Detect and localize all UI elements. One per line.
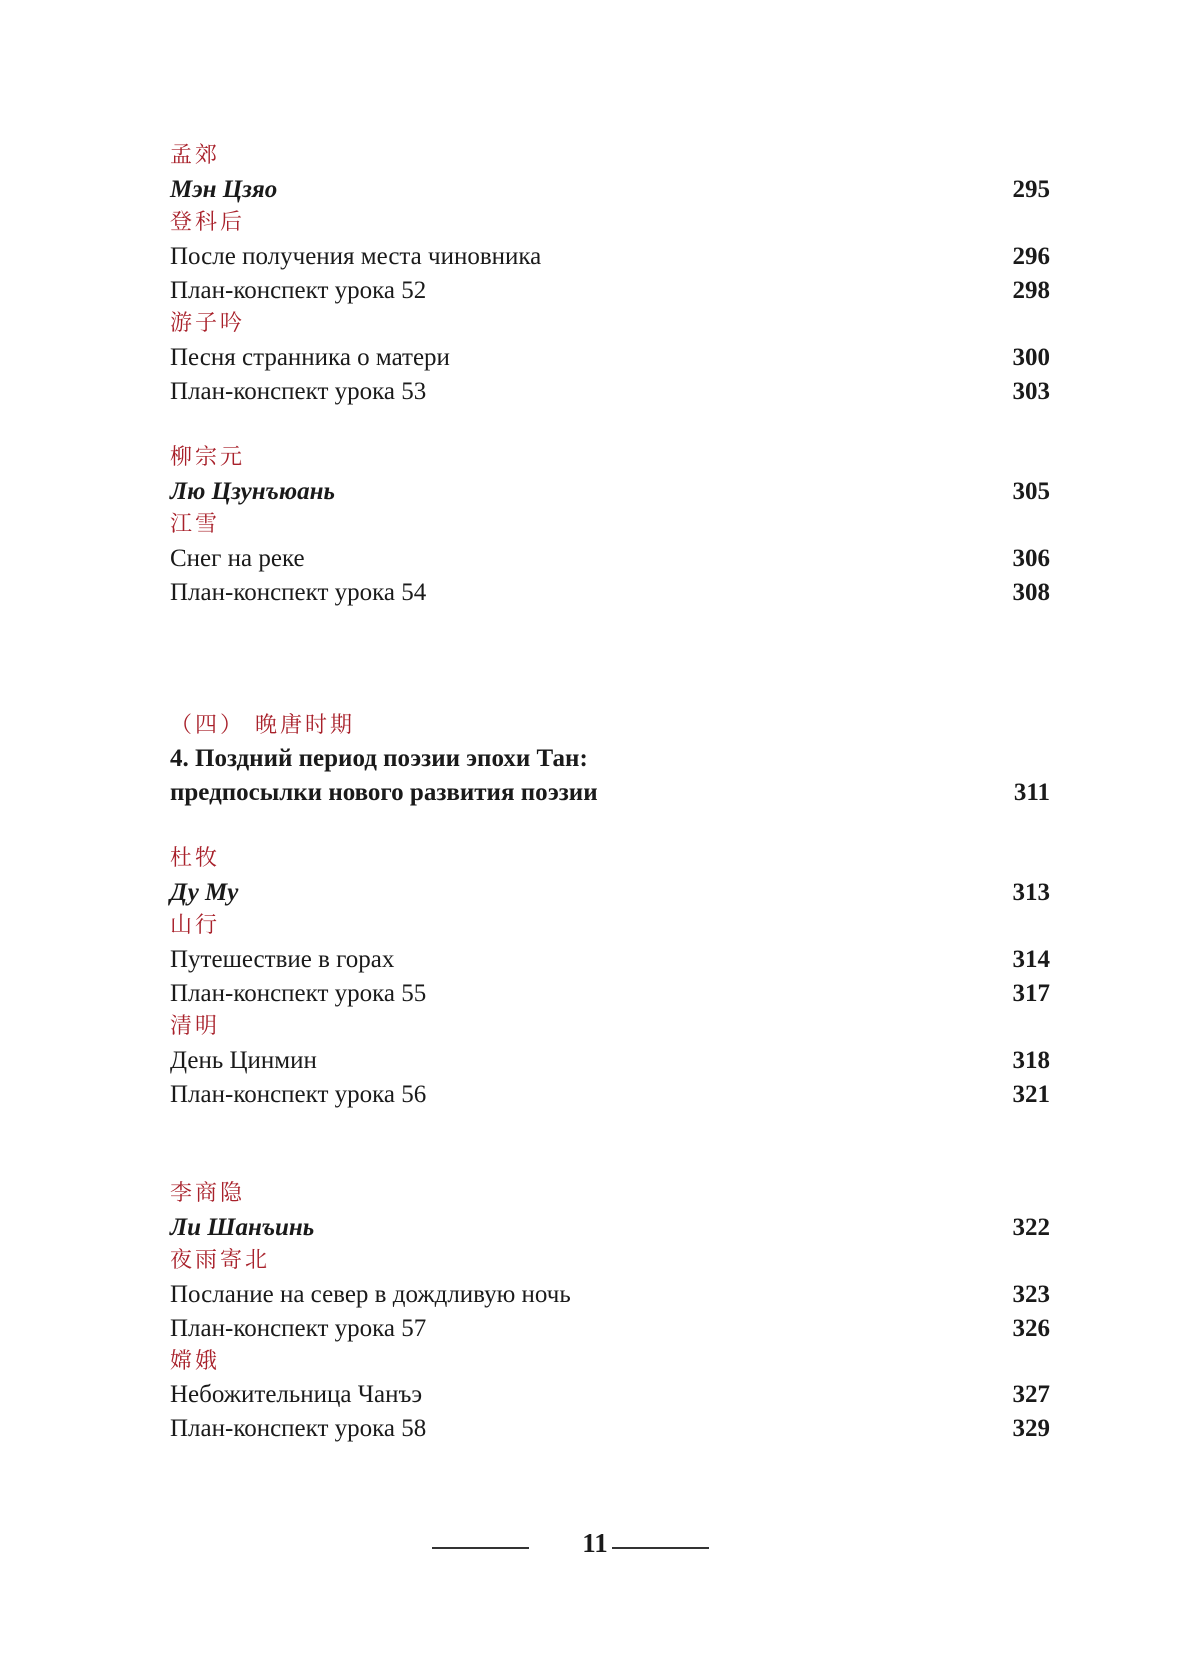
- toc-entry: [170, 437, 1050, 473]
- toc-entry: [170, 1274, 1050, 1310]
- chinese-title: 夜雨寄北: [170, 1248, 271, 1273]
- page-ref: 317: [1012, 980, 1050, 1007]
- toc-entry: [170, 973, 1050, 1009]
- toc-entry: [170, 705, 1050, 741]
- entry-title: После получения места чиновника: [170, 243, 542, 270]
- section-heading: 4. Поздний период поэзии эпохи Тан:: [170, 745, 588, 772]
- toc-entry: [170, 572, 1050, 608]
- page-ref: 306: [1012, 545, 1050, 572]
- toc-entry: [170, 905, 1050, 941]
- toc-entry: [170, 838, 1050, 874]
- page-ref: 327: [1012, 1381, 1050, 1408]
- page-ref: 295: [1012, 176, 1050, 203]
- page-number: 11: [582, 1528, 608, 1558]
- entry-title: Небожительница Чанъэ: [170, 1381, 423, 1408]
- chinese-title: 孟郊: [170, 143, 221, 168]
- toc-entry: [170, 772, 1050, 808]
- page-ref: 322: [1012, 1214, 1050, 1241]
- toc-entry: [170, 939, 1050, 975]
- page-ref: 298: [1012, 277, 1050, 304]
- page-ref: 323: [1012, 1281, 1050, 1308]
- toc-entry: [170, 135, 1050, 171]
- toc-entry: [170, 1240, 1050, 1276]
- entry-title: План-конспект урока 57: [170, 1315, 427, 1342]
- footer-rule-right: [612, 1547, 709, 1549]
- entry-title: План-конспект урока 58: [170, 1415, 427, 1442]
- toc-entry: [170, 169, 1050, 205]
- toc-entry: [170, 471, 1050, 507]
- section-heading: предпосылки нового развития поэзии: [170, 779, 598, 806]
- entry-title: План-конспект урока 54: [170, 579, 427, 606]
- entry-title: Снег на реке: [170, 545, 305, 572]
- page-ref: 308: [1012, 579, 1050, 606]
- toc-entry: [170, 738, 1050, 774]
- chinese-title: 李商隐: [170, 1181, 246, 1206]
- page-ref: 326: [1012, 1315, 1050, 1342]
- toc-entry: [170, 1341, 1050, 1377]
- entry-title: Послание на север в дождливую ночь: [170, 1281, 571, 1308]
- chinese-title: （四） 晚唐时期: [170, 713, 355, 738]
- toc-entry: [170, 1040, 1050, 1076]
- toc-entry: [170, 1173, 1050, 1209]
- toc-entry: [170, 202, 1050, 238]
- page-ref: 305: [1012, 478, 1050, 505]
- page-footer: [0, 1525, 1182, 1565]
- toc-entry: [170, 371, 1050, 407]
- toc-entry: [170, 337, 1050, 373]
- chinese-title: 清明: [170, 1014, 221, 1039]
- toc-entry: [170, 236, 1050, 272]
- toc-entry: [170, 303, 1050, 339]
- toc-entry: [170, 1006, 1050, 1042]
- author-name: Ли Шанъинь: [170, 1214, 315, 1241]
- toc-entry: [170, 538, 1050, 574]
- chinese-title: 柳宗元: [170, 445, 246, 470]
- entry-title: Путешествие в горах: [170, 946, 395, 973]
- entry-title: Песня странника о матери: [170, 344, 450, 371]
- page-ref: 296: [1012, 243, 1050, 270]
- toc-entry: [170, 1408, 1050, 1444]
- toc-entry: [170, 504, 1050, 540]
- chinese-title: 登科后: [170, 210, 246, 235]
- toc-entry: [170, 872, 1050, 908]
- author-name: Мэн Цзяо: [170, 176, 278, 203]
- toc-entry: [170, 1207, 1050, 1243]
- page-ref: 329: [1012, 1415, 1050, 1442]
- page-ref: 318: [1012, 1047, 1050, 1074]
- chinese-title: 游子吟: [170, 311, 246, 336]
- entry-title: День Цинмин: [170, 1047, 317, 1074]
- page-ref: 303: [1012, 378, 1050, 405]
- entry-title: План-конспект урока 52: [170, 277, 427, 304]
- toc-entry: [170, 1074, 1050, 1110]
- page-ref: 300: [1012, 344, 1050, 371]
- entry-title: План-конспект урока 53: [170, 378, 427, 405]
- chinese-title: 江雪: [170, 512, 221, 537]
- chinese-title: 山行: [170, 913, 221, 938]
- page-ref: 321: [1012, 1081, 1050, 1108]
- page-ref: 313: [1012, 879, 1050, 906]
- footer-rule-left: [432, 1547, 529, 1549]
- toc-entry: [170, 1374, 1050, 1410]
- entry-title: План-конспект урока 55: [170, 980, 427, 1007]
- author-name: Ду Му: [170, 879, 239, 906]
- entry-title: План-конспект урока 56: [170, 1081, 427, 1108]
- chinese-title: 杜牧: [170, 846, 221, 871]
- toc-entry: [170, 1308, 1050, 1344]
- author-name: Лю Цзунъюань: [170, 478, 335, 505]
- toc-entry: [170, 270, 1050, 306]
- chinese-title: 嫦娥: [170, 1349, 221, 1374]
- page-ref: 311: [1013, 779, 1050, 806]
- page-ref: 314: [1012, 946, 1050, 973]
